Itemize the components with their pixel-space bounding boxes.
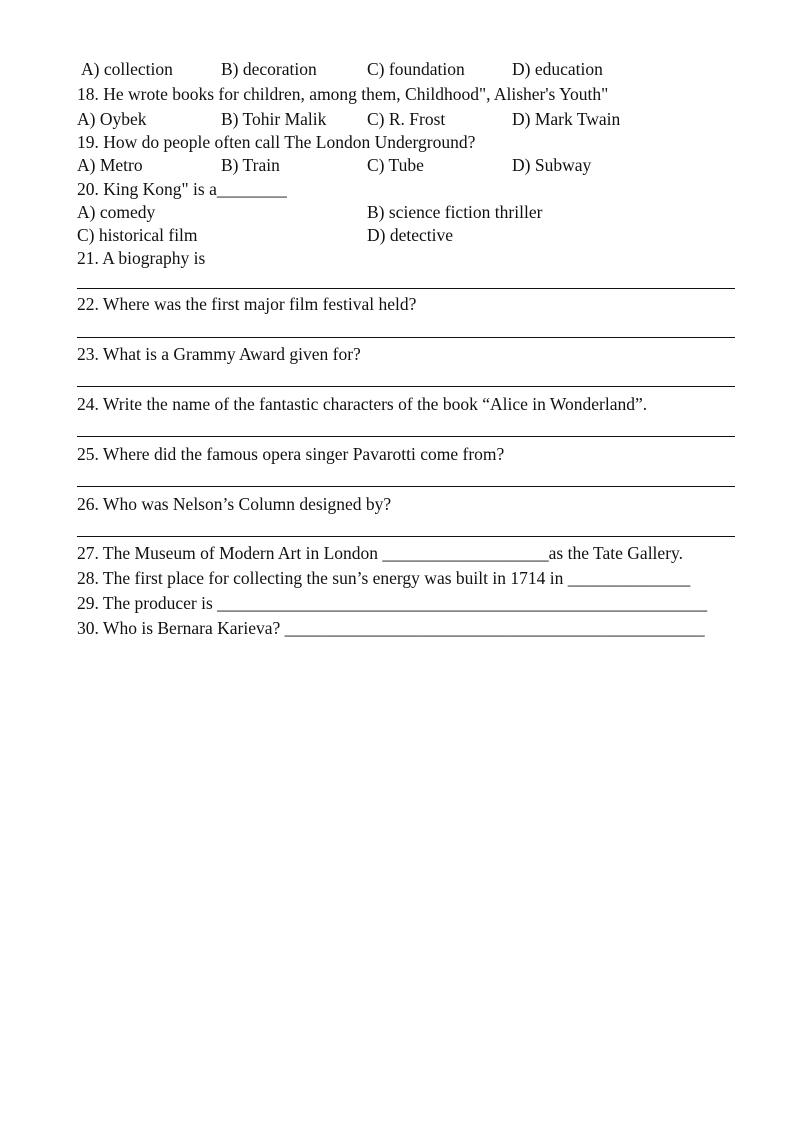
q26-question: 26. Who was Nelson’s Column designed by? xyxy=(77,494,392,514)
q22-question: 22. Where was the first major film festival held? xyxy=(77,294,417,314)
q18-option-a: A) Oybek xyxy=(77,109,147,129)
q25-question: 25. Where did the famous opera singer Pavarotti come from? xyxy=(77,444,505,464)
q29-question: 29. The producer is ________________________________________________________ xyxy=(77,593,708,613)
q19-option-b: B) Train xyxy=(221,155,280,175)
q20-option-a: A) comedy xyxy=(77,202,156,222)
q30-question: 30. Who is Bernara Karieva? ________________________________________________ xyxy=(77,618,705,638)
q25-answer-line[interactable] xyxy=(77,486,735,487)
q17-option-a: A) collection xyxy=(81,59,173,79)
q17-option-b: B) decoration xyxy=(221,59,317,79)
q18-option-c: C) R. Frost xyxy=(367,109,446,129)
q21-question: 21. A biography is xyxy=(77,248,206,268)
q18-question: 18. He wrote books for children, among them, Childhood", Alisher's Youth" xyxy=(77,84,609,104)
q21-answer-line[interactable] xyxy=(77,288,735,289)
q19-option-c: C) Tube xyxy=(367,155,424,175)
q20-option-d: D) detective xyxy=(367,225,453,245)
q24-answer-line[interactable] xyxy=(77,436,735,437)
q19-question: 19. How do people often call The London Underground? xyxy=(77,132,476,152)
q17-option-c: C) foundation xyxy=(367,59,465,79)
q26-answer-line[interactable] xyxy=(77,536,735,537)
q20-option-b: B) science fiction thriller xyxy=(367,202,543,222)
q19-option-d: D) Subway xyxy=(512,155,592,175)
q20-option-c: C) historical film xyxy=(77,225,198,245)
q22-answer-line[interactable] xyxy=(77,337,735,338)
q18-option-b: B) Tohir Malik xyxy=(221,109,327,129)
q28-question: 28. The first place for collecting the sun’s energy was built in 1714 in ______________ xyxy=(77,568,691,588)
q19-option-a: A) Metro xyxy=(77,155,143,175)
q18-option-d: D) Mark Twain xyxy=(512,109,621,129)
q17-option-d: D) education xyxy=(512,59,603,79)
q23-answer-line[interactable] xyxy=(77,386,735,387)
q24-question: 24. Write the name of the fantastic characters of the book “Alice in Wonderland”. xyxy=(77,394,648,414)
q23-question: 23. What is a Grammy Award given for? xyxy=(77,344,361,364)
q27-question: 27. The Museum of Modern Art in London ___________________as the Tate Gallery. xyxy=(77,543,684,563)
q20-question: 20. King Kong" is a________ xyxy=(77,179,287,199)
